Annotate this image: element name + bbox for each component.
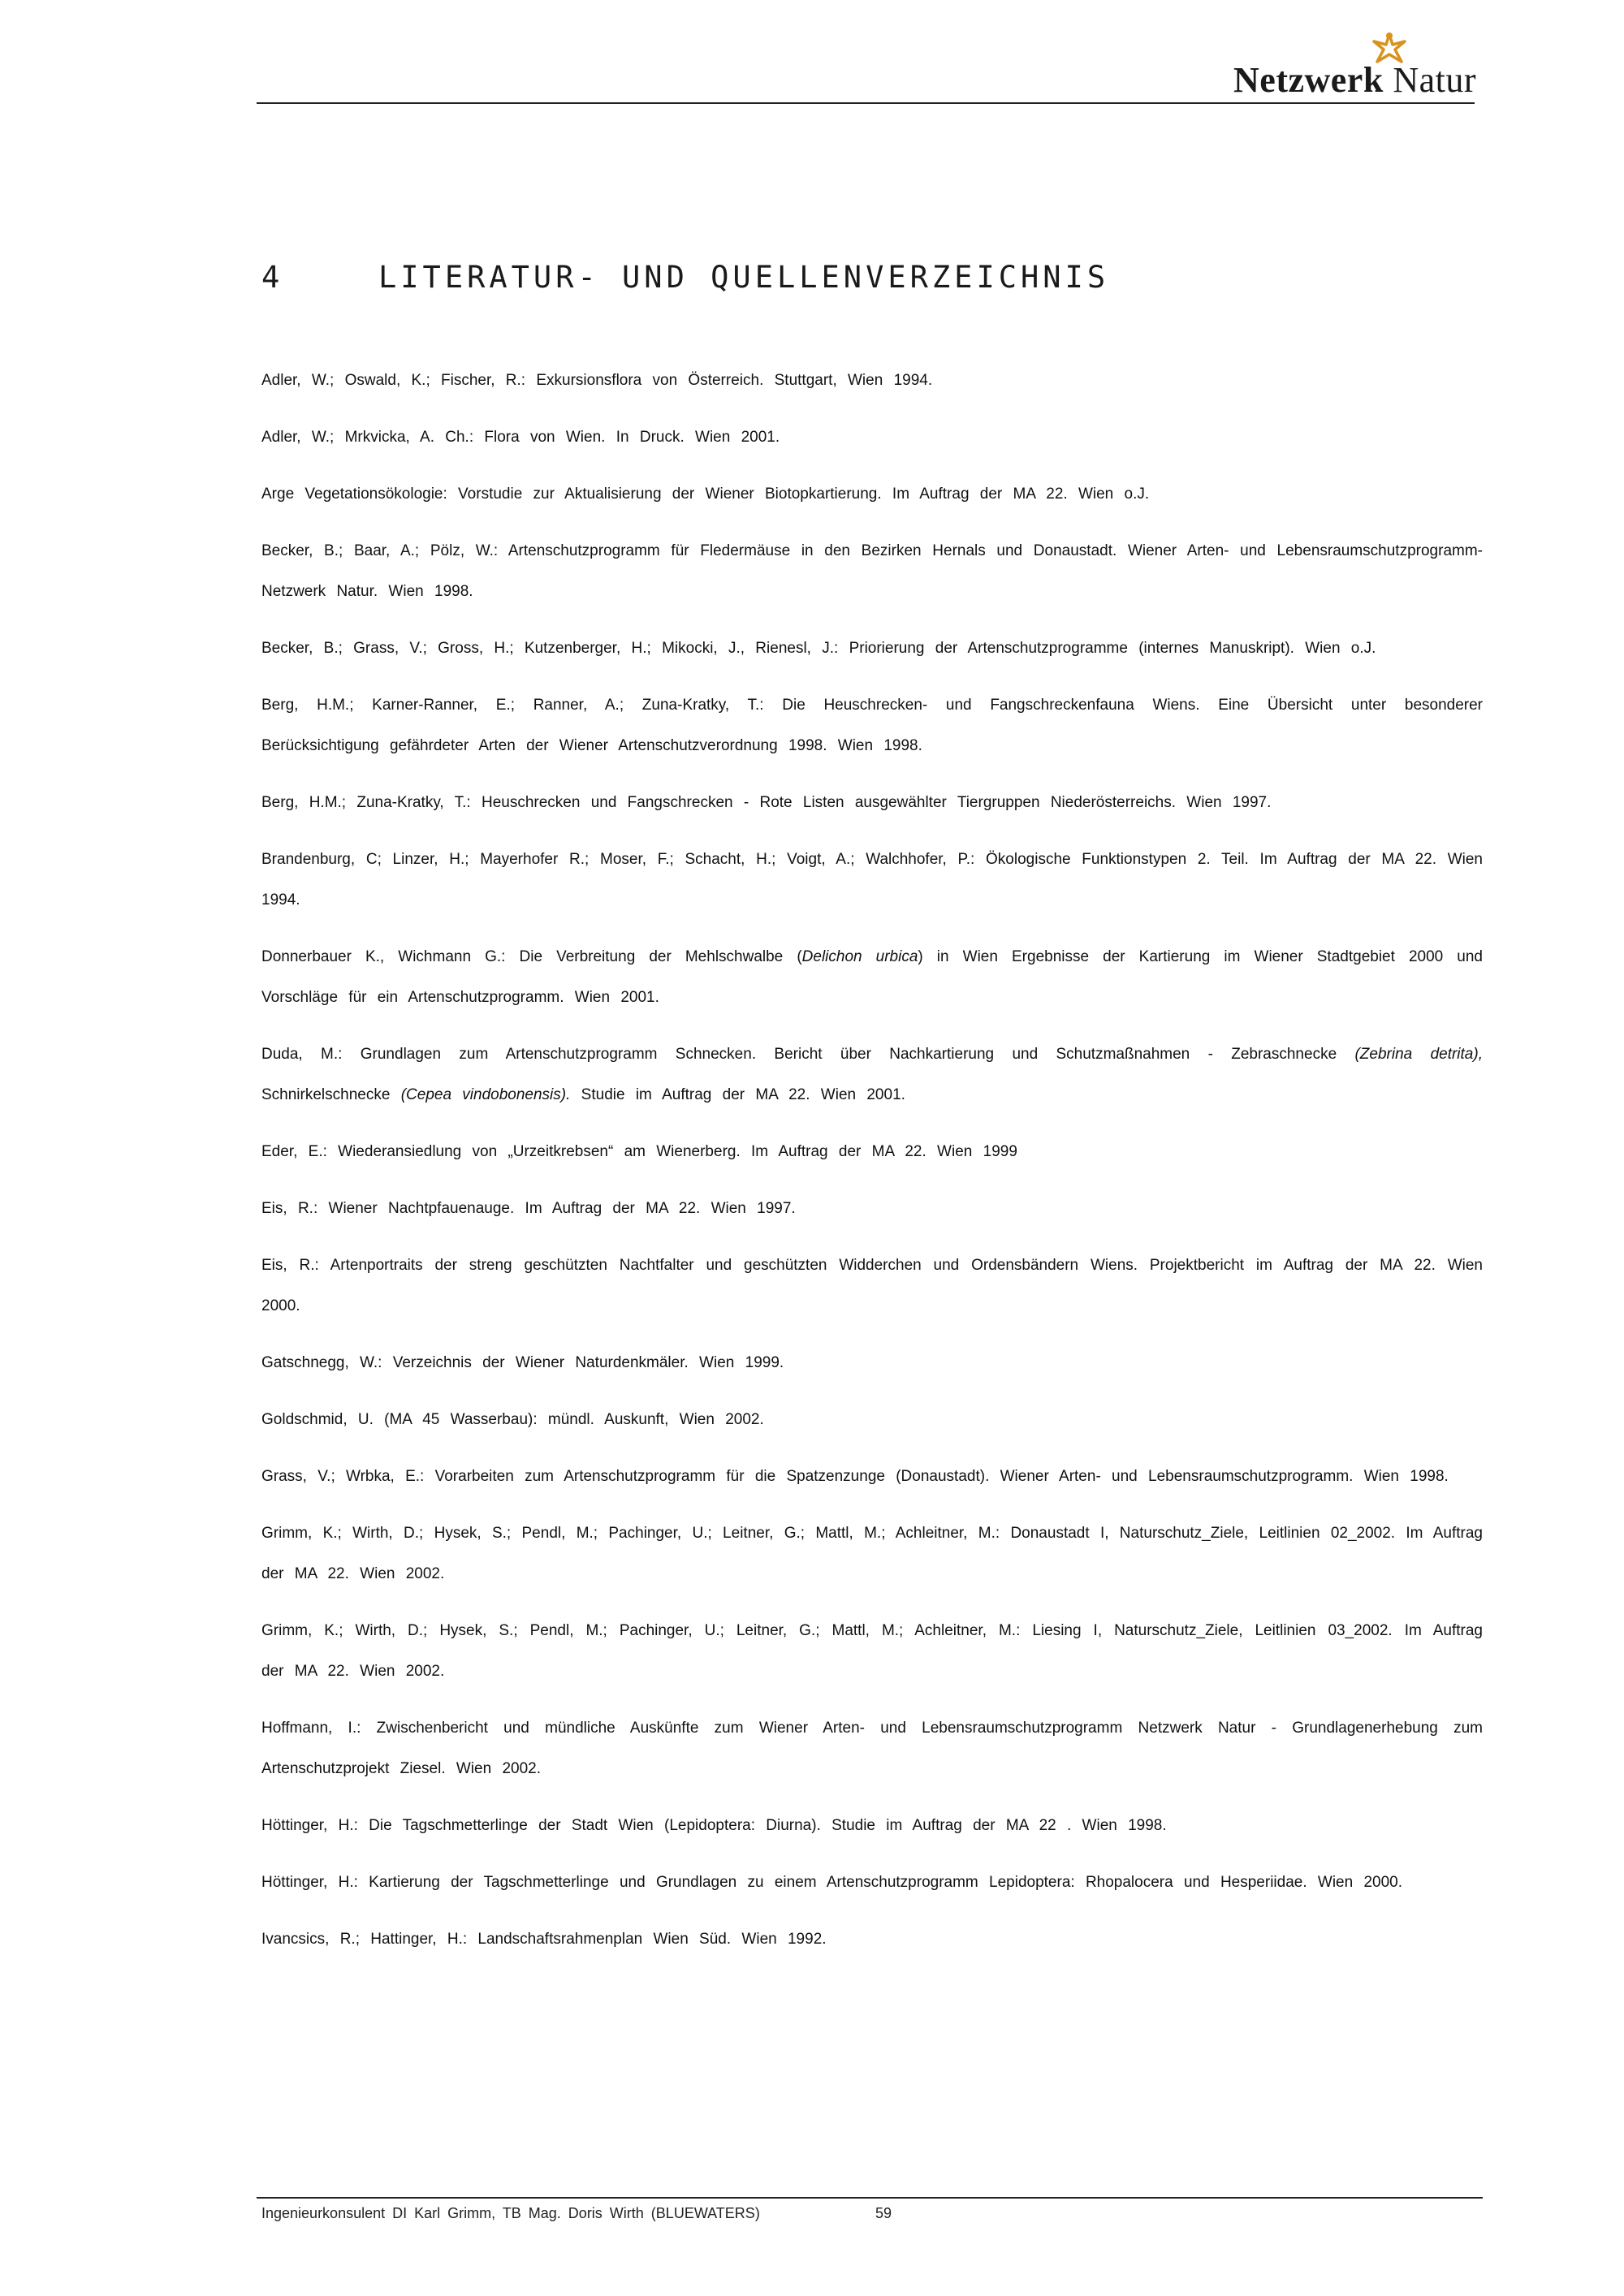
reference-entry: Becker, B.; Baar, A.; Pölz, W.: Artenschutzprogramm für Fledermäuse in den Bezirken Hernals und Donaustadt. Wiener Arten- und Lebensraumschutzprogramm- Netzwerk Natur. Wien 1998. [261,542,1483,600]
reference-entry: Gatschnegg, W.: Verzeichnis der Wiener Naturdenkmäler. Wien 1999. [261,1354,784,1371]
reference-entry: Höttinger, H.: Die Tagschmetterlinge der Stadt Wien (Lepidoptera: Diurna). Studie im Auftrag der MA 22 . Wien 1998. [261,1817,1167,1834]
species-name: (Zebrina detrita), [1354,1046,1483,1063]
reference-entry: Eis, R.: Artenportraits der streng geschützten Nachtfalter und geschützten Widderchen und Ordensbändern Wiens. Projektbericht im Auftrag der MA 22. Wien 2000. [261,1257,1483,1314]
reference-text: Studie im Auftrag der MA 22. Wien 2001. [570,1086,905,1103]
section-heading [261,260,1109,295]
reference-entry: Ivancsics, R.; Hattinger, H.: Landschaftsrahmenplan Wien Süd. Wien 1992. [261,1931,827,1948]
footer-rule [257,2197,1483,2199]
page-footer [261,2205,892,2222]
reference-entry: Berg, H.M.; Zuna-Kratky, T.: Heuschrecken und Fangschrecken - Rote Listen ausgewählter Tiergruppen Niederösterreichs. Wien 1997. [261,794,1272,811]
reference-entry: Höttinger, H.: Kartierung der Tagschmetterlinge und Grundlagen zu einem Artenschutzprogramm Lepidoptera: Rhopalocera und Hesperiidae. Wien 2000. [261,1874,1403,1891]
reference-entry: Adler, W.; Oswald, K.; Fischer, R.: Exkursionsflora von Österreich. Stuttgart, Wien 1994. [261,372,933,389]
reference-entry: Brandenburg, C; Linzer, H.; Mayerhofer R.; Moser, F.; Schacht, H.; Voigt, A.; Walchhofer, P.: Ökologische Funktionstypen 2. Teil. Im Auftrag der MA 22. Wien 1994. [261,851,1483,908]
page-number: 59 [875,2205,892,2221]
reference-entry: Adler, W.; Mrkvicka, A. Ch.: Flora von Wien. In Druck. Wien 2001. [261,429,780,446]
reference-text: Duda, M.: Grundlagen zum Artenschutzprogramm Schnecken. Bericht über Nachkartierung und Schutzmaßnahmen - Zebraschnecke [261,1046,1355,1063]
species-name: (Cepea vindobonensis). [400,1086,571,1103]
netzwerk-natur-logo [1233,31,1476,101]
reference-entry: Grass, V.; Wrbka, E.: Vorarbeiten zum Artenschutzprogramm für die Spatzenzunge (Donaustadt). Wiener Arten- und Lebensraumschutzprogramm. Wien 1998. [261,1468,1449,1485]
reference-entry: Grimm, K.; Wirth, D.; Hysek, S.; Pendl, M.; Pachinger, U.; Leitner, G.; Mattl, M.; Achleitner, M.: Donaustadt I, Naturschutz_Ziele, Leitlinien 02_2002. Im Auftrag der MA 22. Wien 2002. [261,1525,1483,1582]
reference-entry [261,1034,1483,1116]
reference-entry: Goldschmid, U. (MA 45 Wasserbau): mündl. Auskunft, Wien 2002. [261,1411,764,1428]
reference-text: Donnerbauer K., Wichmann G.: Die Verbreitung der Mehlschwalbe ( [261,948,802,965]
reference-text: ) in Wien Ergebnisse der Kartierung im Wiener Stadtgebiet 2000 und Vorschläge für ein Artenschutzprogramm. Wien 2001. [261,948,1484,1006]
reference-entry [261,937,1483,1018]
footer-author: Ingenieurkonsulent DI Karl Grimm, TB Mag. Doris Wirth (BLUEWATERS) [261,2205,760,2221]
reference-entry: Eis, R.: Wiener Nachtpfauenauge. Im Auftrag der MA 22. Wien 1997. [261,1200,796,1217]
header-rule [257,102,1475,104]
reference-entry: Berg, H.M.; Karner-Ranner, E.; Ranner, A.; Zuna-Kratky, T.: Die Heuschrecken- und Fangschreckenfauna Wiens. Eine Übersicht unter besonderer Berücksichtigung gefährdeter Arten der Wiener Artenschutzverordnung 1998. Wien 1998. [261,697,1483,754]
logo-bold-word: Netzwerk [1233,60,1384,100]
logo-regular-word: Natur [1393,60,1476,100]
reference-entry: Hoffmann, I.: Zwischenbericht und mündliche Auskünfte zum Wiener Arten- und Lebensraumschutzprogramm Netzwerk Natur - Grundlagenerhebung zum Artenschutzprojekt Ziesel. Wien 2002. [261,1720,1483,1777]
section-title: LITERATUR- UND QUELLENVERZEICHNIS [378,260,1110,295]
reference-entry: Becker, B.; Grass, V.; Gross, H.; Kutzenberger, H.; Mikocki, J., Rienesl, J.: Priorierung der Artenschutzprogramme (internes Manuskript). Wien o.J. [261,640,1376,657]
reference-entry: Grimm, K.; Wirth, D.; Hysek, S.; Pendl, M.; Pachinger, U.; Leitner, G.; Mattl, M.; Achleitner, M.: Liesing I, Naturschutz_Ziele, Leitlinien 03_2002. Im Auftrag der MA 22. Wien 2002. [261,1622,1483,1680]
reference-entry: Eder, E.: Wiederansiedlung von „Urzeitkrebsen“ am Wienerberg. Im Auftrag der MA 22. Wien 1999 [261,1143,1017,1160]
reference-list [261,360,1483,1976]
logo-wordmark [1233,59,1476,101]
section-number: 4 [261,260,284,295]
reference-text: Schnirkelschnecke [261,1086,401,1103]
reference-entry: Arge Vegetationsökologie: Vorstudie zur Aktualisierung der Wiener Biotopkartierung. Im Auftrag der MA 22. Wien o.J. [261,486,1150,503]
species-name: Delichon urbica [801,948,918,965]
